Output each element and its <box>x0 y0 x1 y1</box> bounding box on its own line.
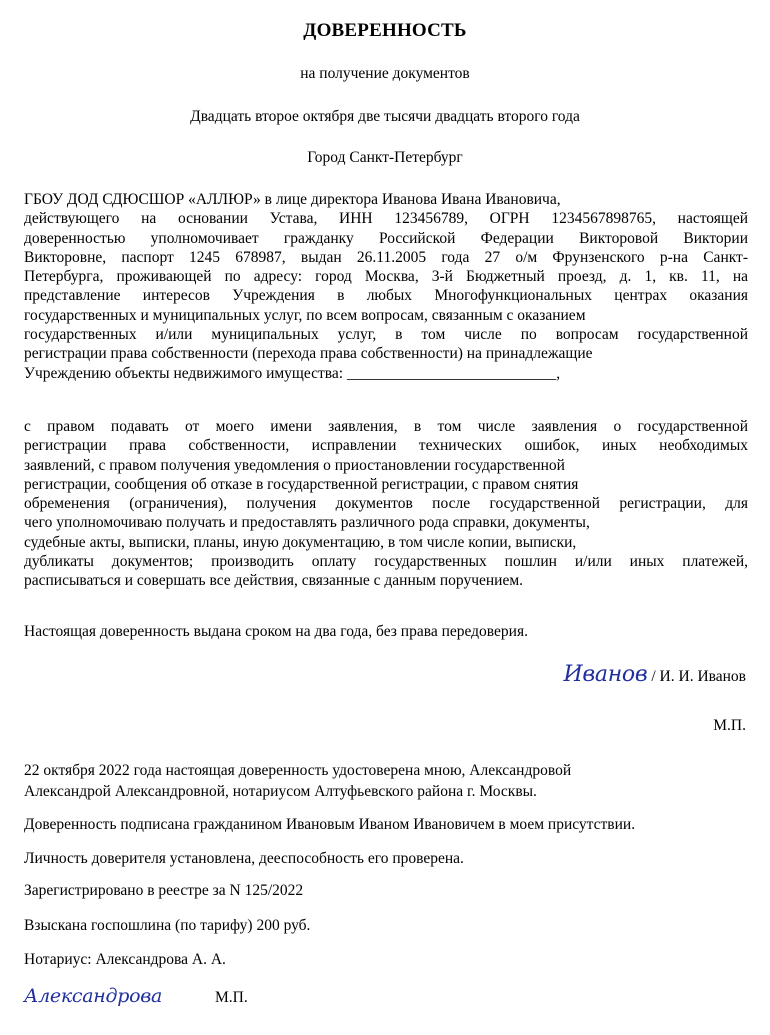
paragraph-line: представление интересов Учреждения в любых Многофункциональных центрах оказания <box>24 287 748 305</box>
notary-name: Нотариус: Александрова А. А. <box>24 951 226 968</box>
state-fee: Взыскана госпошлина (по тарифу) 200 руб. <box>24 917 311 934</box>
paragraph-line: регистрации права собственности (перехода права собственности) на принадлежащие <box>24 345 593 363</box>
paragraph-line: ГБОУ ДОД СДЮСШОР «АЛЛЮР» в лице директора Иванова Ивана Ивановича, <box>24 191 561 208</box>
city-line: Город Санкт-Петербург <box>307 149 463 166</box>
document-subtitle: на получение документов <box>300 65 470 82</box>
principal-signature-block <box>564 662 746 687</box>
principal-signature: Иванов <box>563 662 648 687</box>
paragraph-line: заявлений, с правом получения уведомления о приостановлении государственной <box>24 456 565 474</box>
date-line: Двадцать второе октября две тысячи двадцать второго года <box>190 108 580 125</box>
paragraph-line: судебные акты, выписки, планы, иную документацию, в том числе копии, выписки, <box>24 533 577 551</box>
certification-paragraph <box>24 760 748 802</box>
identity-statement: Личность доверителя установлена, дееспособность его проверена. <box>24 850 464 867</box>
registry-number: Зарегистрировано в реестре за N 125/2022 <box>24 882 304 899</box>
paragraph-line: государственных и муниципальных услуг, по всем вопросам, связанным с оказанием <box>24 306 586 324</box>
document-title: ДОВЕРЕННОСТЬ <box>303 20 467 41</box>
paragraph-line: дубликаты документов; производить оплату государственных пошлин и/или иных платежей, <box>24 553 748 571</box>
paragraph-line: Викторовне, паспорт 1245 678987, выдан 26.11.2005 года 27 о/м Фрунзенского р-на Санкт- <box>24 248 748 266</box>
paragraph-line: с правом подавать от моего имени заявления, в том числе заявления о государственной <box>24 418 748 435</box>
paragraph-line: обременения (ограничения), получения документов после государственной регистрации, для <box>24 495 748 513</box>
paragraph-line: регистрации права собственности, исправлении технических ошибок, иных необходимых <box>24 437 748 455</box>
notary-signature: Александрова <box>24 985 162 1007</box>
paragraph-line: расписываться и совершать все действия, связанные с данным поручением. <box>24 572 524 590</box>
paragraph-line: государственных и/или муниципальных услуг, в том числе по вопросам государственной <box>24 326 748 344</box>
paragraph-line: чего уполномочиваю получать и предоставлять различного рода справки, документы, <box>24 514 590 532</box>
signed-in-presence: Доверенность подписана гражданином Ивановым Иваном Ивановичем в моем присутствии. <box>24 816 636 833</box>
authorization-paragraph <box>24 190 748 383</box>
validity-statement: Настоящая доверенность выдана сроком на два года, без права передоверия. <box>24 623 528 640</box>
seal-place: М.П. <box>713 717 746 734</box>
powers-paragraph <box>24 417 748 591</box>
notary-seal-place: М.П. <box>215 989 248 1006</box>
paragraph-line: Учреждению объекты недвижимого имущества: ___________________________, <box>24 364 561 382</box>
paragraph-line: Петербурга, проживающей по адресу: город Москва, 3-й Бюджетный проезд, д. 1, кв. 11, на <box>24 268 748 286</box>
paragraph-line: Александрой Александровной, нотариусом Алтуфьевского района г. Москвы. <box>24 783 537 800</box>
paragraph-line: действующего на основании Устава, ИНН 123456789, ОГРН 1234567898765, настоящей <box>24 210 748 228</box>
paragraph-line: доверенностью уполномочивает гражданку Российской Федерации Викторовой Виктории <box>24 229 748 247</box>
paragraph-line: регистрации, сообщения об отказе в государственной регистрации, с правом снятия <box>24 475 579 493</box>
principal-name: / И. И. Иванов <box>651 668 746 685</box>
paragraph-line: 22 октября 2022 года настоящая доверенность удостоверена мною, Александровой <box>24 762 572 779</box>
